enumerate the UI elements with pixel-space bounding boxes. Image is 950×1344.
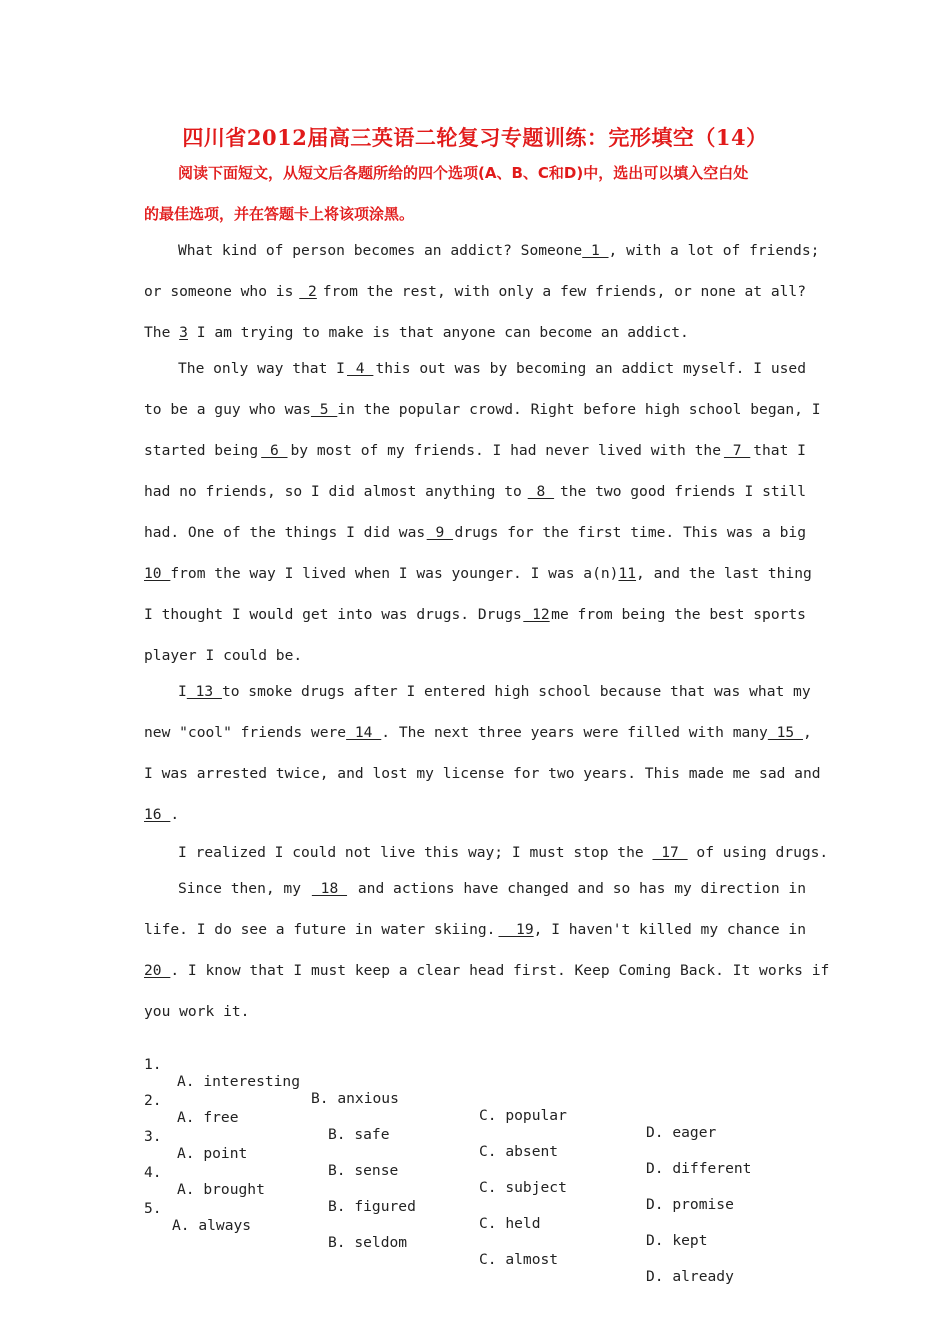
passage-text: , with a lot of friends;	[608, 242, 820, 259]
passage-text: the two good friends I still	[559, 483, 806, 500]
passage-line	[144, 605, 806, 625]
option-c: C. popular	[479, 1107, 567, 1124]
option-b: B. sense	[328, 1162, 399, 1179]
passage-text: .	[170, 806, 180, 823]
blank-15: 15	[767, 724, 803, 741]
passage-line	[144, 523, 806, 543]
passage-line	[144, 282, 806, 302]
passage-text: . I know that I must keep a clear head first. Keep Coming Back. It works if	[170, 962, 830, 979]
passage-line	[144, 723, 812, 743]
option-d: D. already	[646, 1268, 734, 1285]
passage-text: I thought I would get into was drugs. Drugs	[144, 606, 522, 623]
page-title: 四川省2012届高三英语二轮复习专题训练：完形填空（14）	[182, 125, 768, 150]
passage-text: . The next three years were filled with many	[381, 724, 768, 741]
passage-line	[144, 241, 820, 261]
option-a: A. brought	[177, 1181, 265, 1198]
option-d: D. promise	[646, 1196, 734, 1213]
passage-text: life. I do see a future in water skiing.	[144, 921, 496, 938]
passage-line	[144, 764, 821, 784]
option-b: B. figured	[328, 1198, 416, 1215]
passage-text: , I haven't killed my chance in	[533, 921, 806, 938]
passage-text: or someone who is	[144, 283, 294, 300]
instruction-line-2: 的最佳选项，并在答题卡上将该项涂黑。	[144, 205, 415, 223]
option-b: B. safe	[328, 1126, 390, 1143]
passage-text: ,	[803, 724, 812, 741]
blank-12: 12	[523, 606, 550, 623]
passage-text: had. One of the things I did was	[144, 524, 426, 541]
option-d: D. different	[646, 1160, 752, 1177]
passage-text: me from being the best sports	[551, 606, 806, 623]
blank-9: 9	[426, 524, 454, 541]
option-c: C. held	[479, 1215, 541, 1232]
passage-text: to smoke drugs after I entered high school because that was what my	[221, 683, 811, 700]
passage-line	[144, 920, 806, 940]
passage-line	[144, 879, 806, 899]
option-number: 1.	[144, 1056, 162, 1073]
passage-text: I	[178, 683, 187, 700]
option-a: A. free	[177, 1109, 239, 1126]
passage-line	[144, 961, 830, 981]
blank-7: 7	[723, 442, 751, 459]
option-a: A. interesting	[177, 1073, 301, 1090]
blank-20: 20	[144, 962, 171, 979]
passage-text: from the way I lived when I was younger. I was a(n)	[170, 565, 619, 582]
blank-5: 5	[310, 401, 338, 418]
option-number: 5.	[144, 1200, 162, 1217]
passage-text: that I	[753, 442, 806, 459]
passage-text: I was arrested twice, and lost my license for two years. This made me sad and	[144, 765, 821, 782]
blank-3: 3	[179, 324, 188, 341]
passage-text: What kind of person becomes an addict? Someone	[178, 242, 583, 259]
passage-line: you work it.	[144, 1003, 250, 1020]
option-b: B. anxious	[311, 1090, 399, 1107]
option-number: 4.	[144, 1164, 162, 1181]
blank-11: 11	[618, 565, 637, 582]
blank-17: 17	[652, 844, 688, 861]
option-c: C. absent	[479, 1143, 559, 1160]
passage-line	[144, 564, 812, 584]
blank-10: 10	[144, 565, 171, 582]
option-a: A. point	[177, 1145, 248, 1162]
option-d: D. kept	[646, 1232, 708, 1249]
passage-line	[144, 359, 806, 379]
passage-line	[144, 400, 821, 420]
passage-line	[144, 323, 806, 343]
blank-1: 1	[582, 242, 609, 259]
blank-16: 16	[144, 806, 171, 823]
passage-text: I realized I could not live this way; I must stop the	[178, 844, 644, 861]
passage-text: new "cool" friends were	[144, 724, 347, 741]
passage-text: and actions have changed and so has my direction in	[357, 880, 806, 897]
option-number: 3.	[144, 1128, 162, 1145]
option-b: B. seldom	[328, 1234, 408, 1251]
passage-line	[144, 843, 829, 863]
passage-text: in the popular crowd. Right before high school began, I	[337, 401, 821, 418]
option-c: C. subject	[479, 1179, 567, 1196]
passage-text: Since then, my	[178, 880, 302, 897]
blank-4: 4	[347, 360, 374, 377]
passage-text: to be a guy who was	[144, 401, 311, 418]
passage-line	[144, 805, 806, 825]
passage-text: by most of my friends. I had never lived with the	[290, 442, 721, 459]
passage-text: started being	[144, 442, 259, 459]
blank-8: 8	[527, 483, 555, 500]
passage-line	[144, 482, 806, 502]
passage-text: I am trying to make is that anyone can become an addict.	[196, 324, 689, 341]
option-a: A. always	[172, 1217, 252, 1234]
passage-text: The	[144, 324, 171, 341]
passage-text: drugs for the first time. This was a big	[454, 524, 806, 541]
blank-13: 13	[186, 683, 222, 700]
option-d: D. eager	[646, 1124, 717, 1141]
passage-line	[144, 441, 806, 461]
passage-text: of using drugs.	[696, 844, 829, 861]
passage-line	[144, 682, 811, 702]
instruction-line-1: 阅读下面短文，从短文后各题所给的四个选项(A、B、C和D)中，选出可以填入空白处	[178, 164, 749, 182]
passage-text: had no friends, so I did almost anything to	[144, 483, 522, 500]
passage-text: The only way that I	[178, 360, 345, 377]
blank-6: 6	[261, 442, 288, 459]
option-c: C. almost	[479, 1251, 559, 1268]
passage-text: from the rest, with only a few friends, or none at all?	[322, 283, 806, 300]
blank-2: 2	[299, 283, 317, 300]
blank-18: 18	[311, 880, 348, 897]
option-number: 2.	[144, 1092, 162, 1109]
passage-line: player I could be.	[144, 647, 303, 664]
blank-14: 14	[346, 724, 382, 741]
blank-19: 19	[498, 921, 534, 938]
passage-text: this out was by becoming an addict myself. I used	[375, 360, 806, 377]
passage-text: , and the last thing	[636, 565, 812, 582]
